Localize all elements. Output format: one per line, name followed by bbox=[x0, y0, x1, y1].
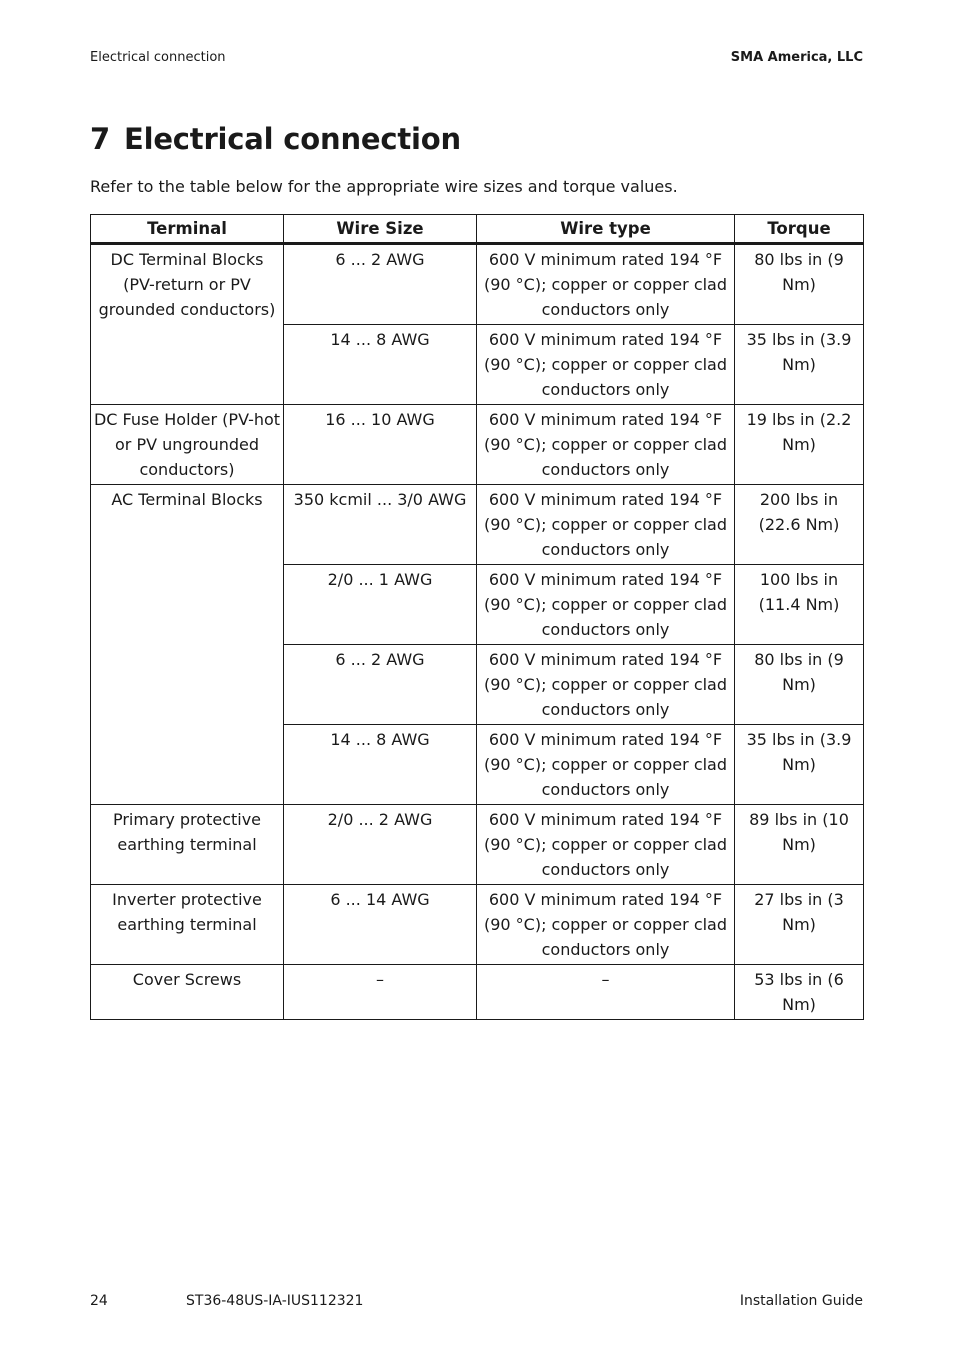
document-type: Installation Guide bbox=[739, 1293, 863, 1309]
header-wire-type: Wire type bbox=[477, 215, 735, 244]
wire-type-cell: 600 V minimum rated 194 °F (90 °C); copper or copper clad conductors only bbox=[477, 244, 735, 325]
header-torque: Torque bbox=[735, 215, 864, 244]
table-row bbox=[91, 244, 864, 325]
header-terminal: Terminal bbox=[91, 215, 284, 244]
terminal-cell: Cover Screws bbox=[91, 965, 284, 1020]
torque-cell: 200 lbs in (22.6 Nm) bbox=[735, 485, 864, 565]
table-row bbox=[91, 805, 864, 885]
wire-type-cell: 600 V minimum rated 194 °F (90 °C); copper or copper clad conductors only bbox=[477, 725, 735, 805]
wire-size-cell: 16 ... 10 AWG bbox=[284, 405, 477, 485]
wire-type-cell: – bbox=[477, 965, 735, 1020]
torque-cell: 100 lbs in (11.4 Nm) bbox=[735, 565, 864, 645]
torque-cell: 80 lbs in (9 Nm) bbox=[735, 244, 864, 325]
running-header-company: SMA America, LLC bbox=[730, 50, 863, 65]
wire-type-cell: 600 V minimum rated 194 °F (90 °C); copper or copper clad conductors only bbox=[477, 805, 735, 885]
chapter-title: Electrical connection bbox=[123, 122, 461, 156]
terminal-cell: AC Terminal Blocks bbox=[91, 485, 284, 805]
terminal-cell: Primary protective earthing terminal bbox=[91, 805, 284, 885]
header-wire-size: Wire Size bbox=[284, 215, 477, 244]
torque-cell: 53 lbs in (6 Nm) bbox=[735, 965, 864, 1020]
wire-type-cell: 600 V minimum rated 194 °F (90 °C); copper or copper clad conductors only bbox=[477, 485, 735, 565]
wire-size-torque-table bbox=[90, 214, 864, 1020]
wire-type-cell: 600 V minimum rated 194 °F (90 °C); copper or copper clad conductors only bbox=[477, 405, 735, 485]
page-number: 24 bbox=[90, 1293, 108, 1309]
intro-paragraph: Refer to the table below for the appropriate wire sizes and torque values. bbox=[90, 177, 678, 196]
table-header-row bbox=[91, 215, 864, 244]
torque-cell: 80 lbs in (9 Nm) bbox=[735, 645, 864, 725]
terminal-cell: DC Terminal Blocks (PV-return or PV grounded conductors) bbox=[91, 244, 284, 405]
wire-size-cell: 6 ... 2 AWG bbox=[284, 244, 477, 325]
document-id: ST36-48US-IA-IUS112321 bbox=[186, 1293, 364, 1309]
wire-size-cell: 14 ... 8 AWG bbox=[284, 725, 477, 805]
table-row bbox=[91, 405, 864, 485]
wire-type-cell: 600 V minimum rated 194 °F (90 °C); copper or copper clad conductors only bbox=[477, 325, 735, 405]
table-row bbox=[91, 885, 864, 965]
wire-size-cell: 6 ... 14 AWG bbox=[284, 885, 477, 965]
terminal-cell: Inverter protective earthing terminal bbox=[91, 885, 284, 965]
torque-cell: 27 lbs in (3 Nm) bbox=[735, 885, 864, 965]
wire-size-cell: – bbox=[284, 965, 477, 1020]
terminal-cell: DC Fuse Holder (PV-hot or PV ungrounded conductors) bbox=[91, 405, 284, 485]
torque-cell: 35 lbs in (3.9 Nm) bbox=[735, 325, 864, 405]
wire-type-cell: 600 V minimum rated 194 °F (90 °C); copper or copper clad conductors only bbox=[477, 645, 735, 725]
wire-size-cell: 350 kcmil ... 3/0 AWG bbox=[284, 485, 477, 565]
table-row bbox=[91, 485, 864, 565]
torque-cell: 35 lbs in (3.9 Nm) bbox=[735, 725, 864, 805]
wire-size-cell: 2/0 ... 2 AWG bbox=[284, 805, 477, 885]
running-header-section: Electrical connection bbox=[90, 50, 226, 65]
table-row bbox=[91, 965, 864, 1020]
wire-size-cell: 2/0 ... 1 AWG bbox=[284, 565, 477, 645]
wire-type-cell: 600 V minimum rated 194 °F (90 °C); copper or copper clad conductors only bbox=[477, 565, 735, 645]
wire-size-cell: 14 ... 8 AWG bbox=[284, 325, 477, 405]
torque-cell: 89 lbs in (10 Nm) bbox=[735, 805, 864, 885]
wire-type-cell: 600 V minimum rated 194 °F (90 °C); copper or copper clad conductors only bbox=[477, 885, 735, 965]
table-body bbox=[91, 244, 864, 1020]
wire-size-cell: 6 ... 2 AWG bbox=[284, 645, 477, 725]
torque-cell: 19 lbs in (2.2 Nm) bbox=[735, 405, 864, 485]
page-title bbox=[90, 122, 461, 156]
chapter-number: 7 bbox=[90, 122, 110, 156]
